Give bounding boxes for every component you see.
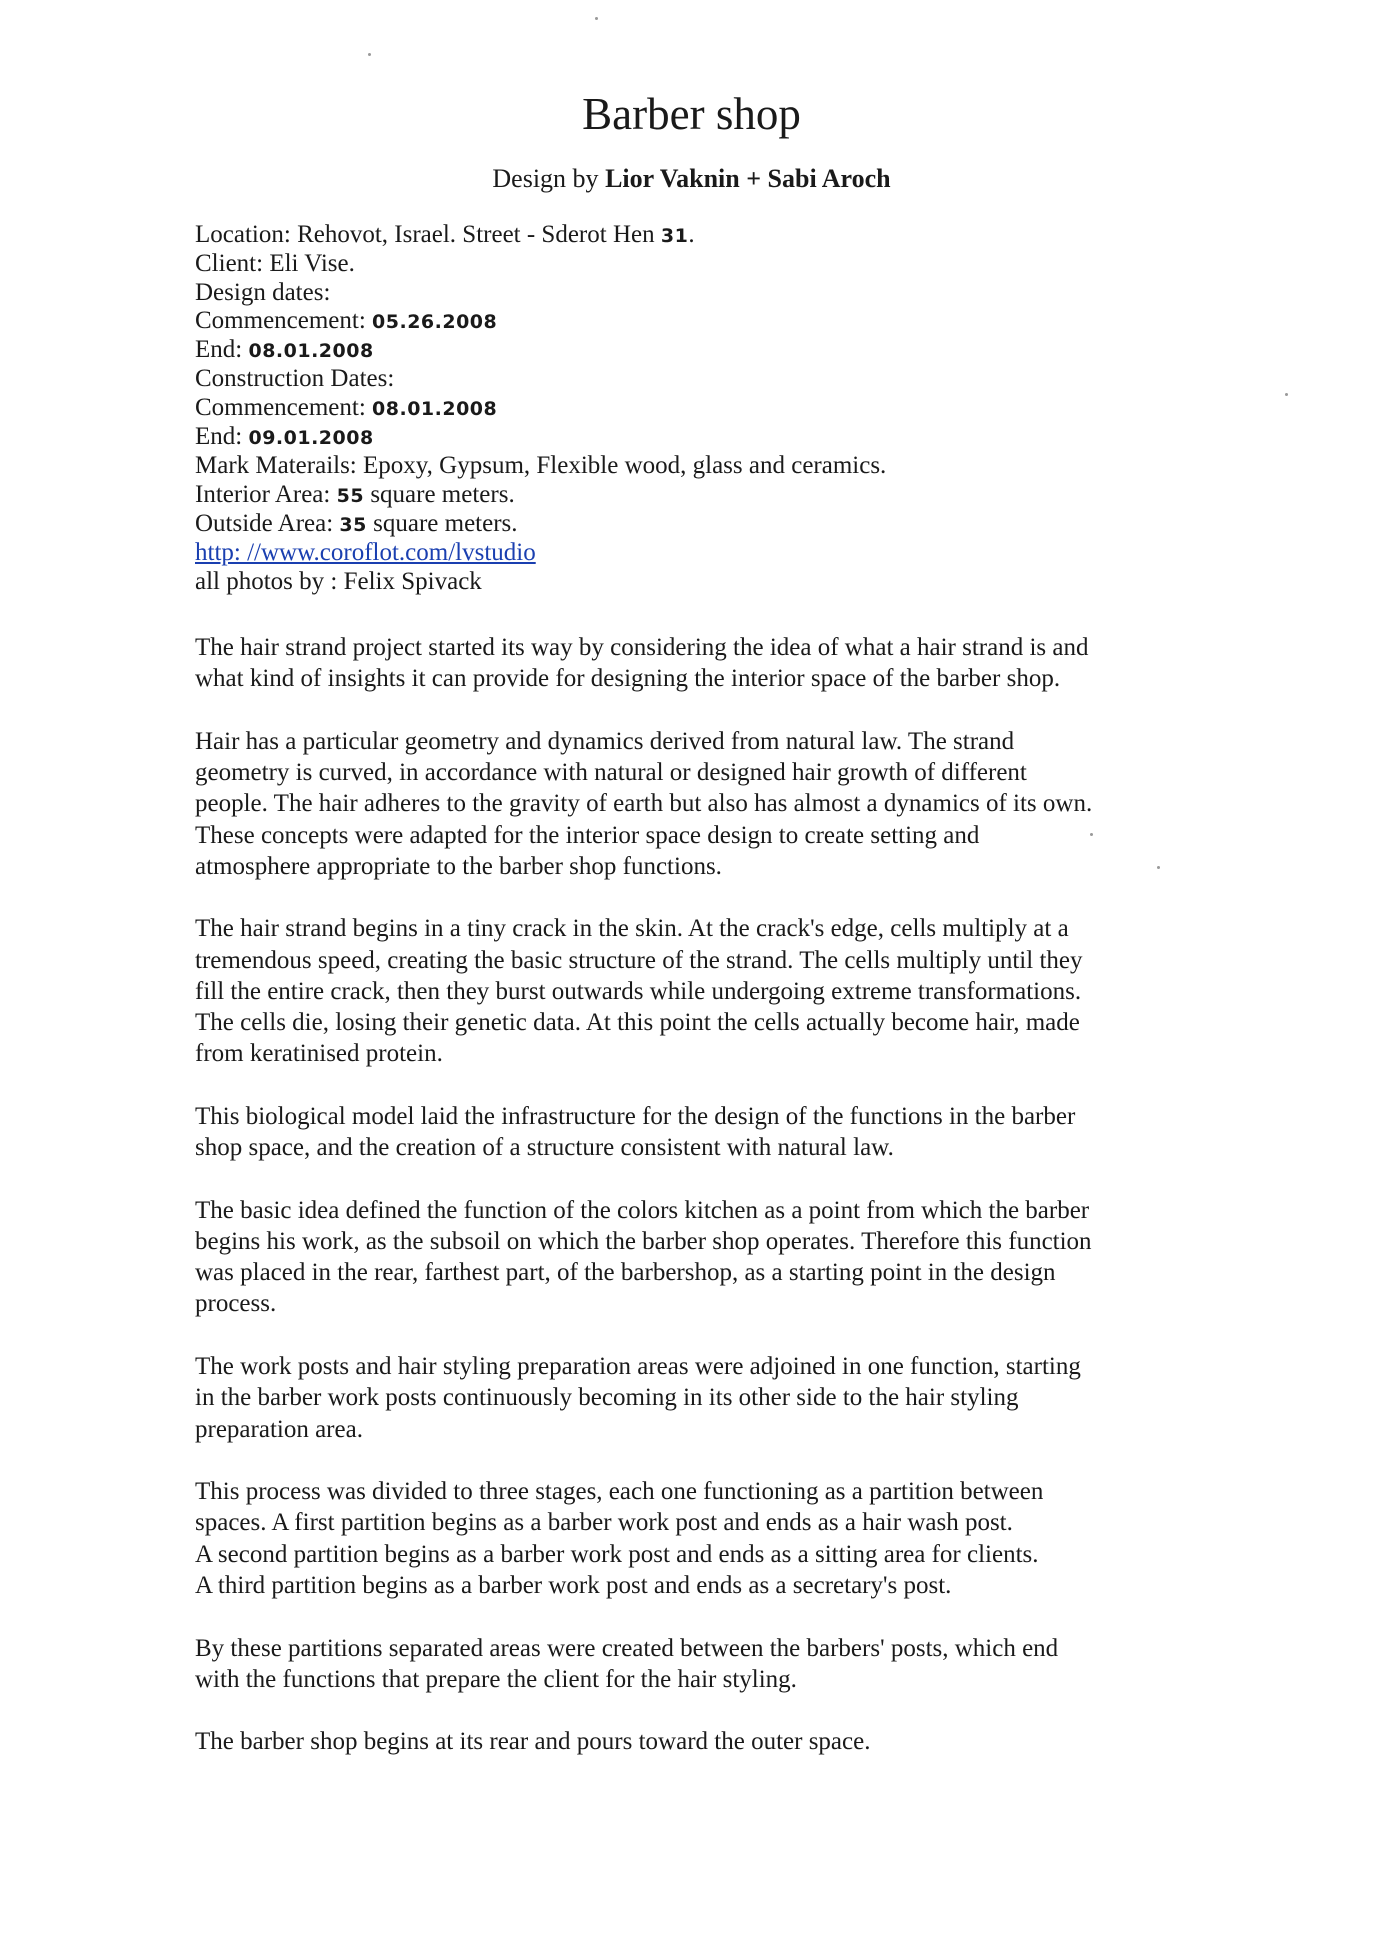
paragraph-line: in the barber work posts continuously becoming in its other side to the hair styling — [195, 1384, 1019, 1412]
design-end-line: End: 08.01.2008 — [195, 336, 374, 364]
scan-speck — [368, 53, 371, 56]
body-paragraph — [195, 726, 1205, 882]
body-paragraph — [195, 1633, 1205, 1695]
paragraph-line: tremendous speed, creating the basic structure of the strand. The cells multiply until they — [195, 946, 1083, 974]
body-paragraph — [195, 632, 1205, 694]
portfolio-link[interactable]: http: //www.coroflot.com/lvstudio — [195, 539, 536, 567]
paragraph-line: was placed in the rear, farthest part, of the barbershop, as a starting point in the design — [195, 1259, 1056, 1287]
project-details — [195, 221, 1215, 596]
paragraph-line: what kind of insights it can provide for designing the interior space of the barber shop. — [195, 665, 1061, 693]
document-title: Barber shop — [582, 89, 801, 139]
paragraph-line: The cells die, losing their genetic data. At this point the cells actually become hair, made — [195, 1009, 1080, 1037]
outside-area-line: Outside Area: 35 square meters. — [195, 509, 518, 537]
paragraph-line: atmosphere appropriate to the barber shop functions. — [195, 852, 722, 880]
location-line: Location: Rehovot, Israel. Street - Sderot Hen 31. — [195, 221, 695, 248]
body-paragraph — [195, 1476, 1205, 1601]
project-description — [195, 632, 1205, 1789]
paragraph-line: By these partitions separated areas were created between the barbers' posts, which end — [195, 1634, 1059, 1662]
interior-area-line: Interior Area: 55 square meters. — [195, 480, 515, 508]
scan-speck — [1285, 393, 1288, 396]
body-paragraph — [195, 1726, 1205, 1757]
paragraph-line: process. — [195, 1290, 277, 1318]
design-dates-heading: Design dates: — [195, 278, 331, 306]
paragraph-line: from keratinised protein. — [195, 1040, 443, 1068]
body-paragraph — [195, 1351, 1205, 1445]
portfolio-link-line — [195, 539, 1215, 567]
paragraph-line: A second partition begins as a barber work post and ends as a sitting area for clients. — [195, 1540, 1039, 1568]
body-paragraph — [195, 913, 1205, 1069]
paragraph-line: A third partition begins as a barber work post and ends as a secretary's post. — [195, 1571, 952, 1599]
body-paragraph — [195, 1101, 1205, 1163]
paragraph-line: The hair strand begins in a tiny crack in the skin. At the crack's edge, cells multiply at a — [195, 915, 1069, 943]
paragraph-line: begins his work, as the subsoil on which the barber shop operates. Therefore this function — [195, 1228, 1092, 1256]
design-commencement-line: Commencement: 05.26.2008 — [195, 306, 498, 334]
paragraph-line: spaces. A first partition begins as a barber work post and ends as a hair wash post. — [195, 1509, 1013, 1537]
construction-dates-heading: Construction Dates: — [195, 365, 395, 393]
materials-line: Mark Materails: Epoxy, Gypsum, Flexible wood, glass and ceramics. — [195, 452, 887, 480]
byline-authors: Lior Vaknin + Sabi Aroch — [605, 164, 891, 193]
photo-credit-line: all photos by : Felix Spivack — [195, 567, 482, 595]
paragraph-line: The hair strand project started its way by considering the idea of what a hair strand is and — [195, 634, 1089, 661]
paragraph-line: fill the entire crack, then they burst outwards while undergoing extreme transformations. — [195, 977, 1082, 1005]
paragraph-line: geometry is curved, in accordance with natural or designed hair growth of different — [195, 759, 1027, 787]
paragraph-line: The basic idea defined the function of the colors kitchen as a point from which the barber — [195, 1196, 1090, 1224]
paragraph-line: The barber shop begins at its rear and pours toward the outer space. — [195, 1728, 871, 1756]
paragraph-line: people. The hair adheres to the gravity of earth but also has almost a dynamics of its own. — [195, 790, 1093, 818]
construction-end-line: End: 09.01.2008 — [195, 423, 374, 451]
paragraph-line: This process was divided to three stages, each one functioning as a partition between — [195, 1478, 1044, 1506]
design-credits — [0, 163, 1383, 195]
paragraph-line: These concepts were adapted for the interior space design to create setting and — [195, 821, 980, 849]
paragraph-line: Hair has a particular geometry and dynamics derived from natural law. The strand — [195, 727, 1015, 755]
paragraph-line: preparation area. — [195, 1415, 363, 1443]
paragraph-line: The work posts and hair styling preparation areas were adjoined in one function, starting — [195, 1353, 1081, 1381]
scan-speck — [595, 17, 598, 20]
paragraph-line: with the functions that prepare the client for the hair styling. — [195, 1665, 797, 1693]
body-paragraph — [195, 1195, 1205, 1320]
paragraph-line: shop space, and the creation of a structure consistent with natural law. — [195, 1134, 894, 1162]
byline-prefix: Design by — [492, 164, 606, 193]
paragraph-line: This biological model laid the infrastructure for the design of the functions in the barber — [195, 1102, 1076, 1130]
construction-commencement-line: Commencement: 08.01.2008 — [195, 393, 498, 421]
client-line: Client: Eli Vise. — [195, 250, 355, 278]
